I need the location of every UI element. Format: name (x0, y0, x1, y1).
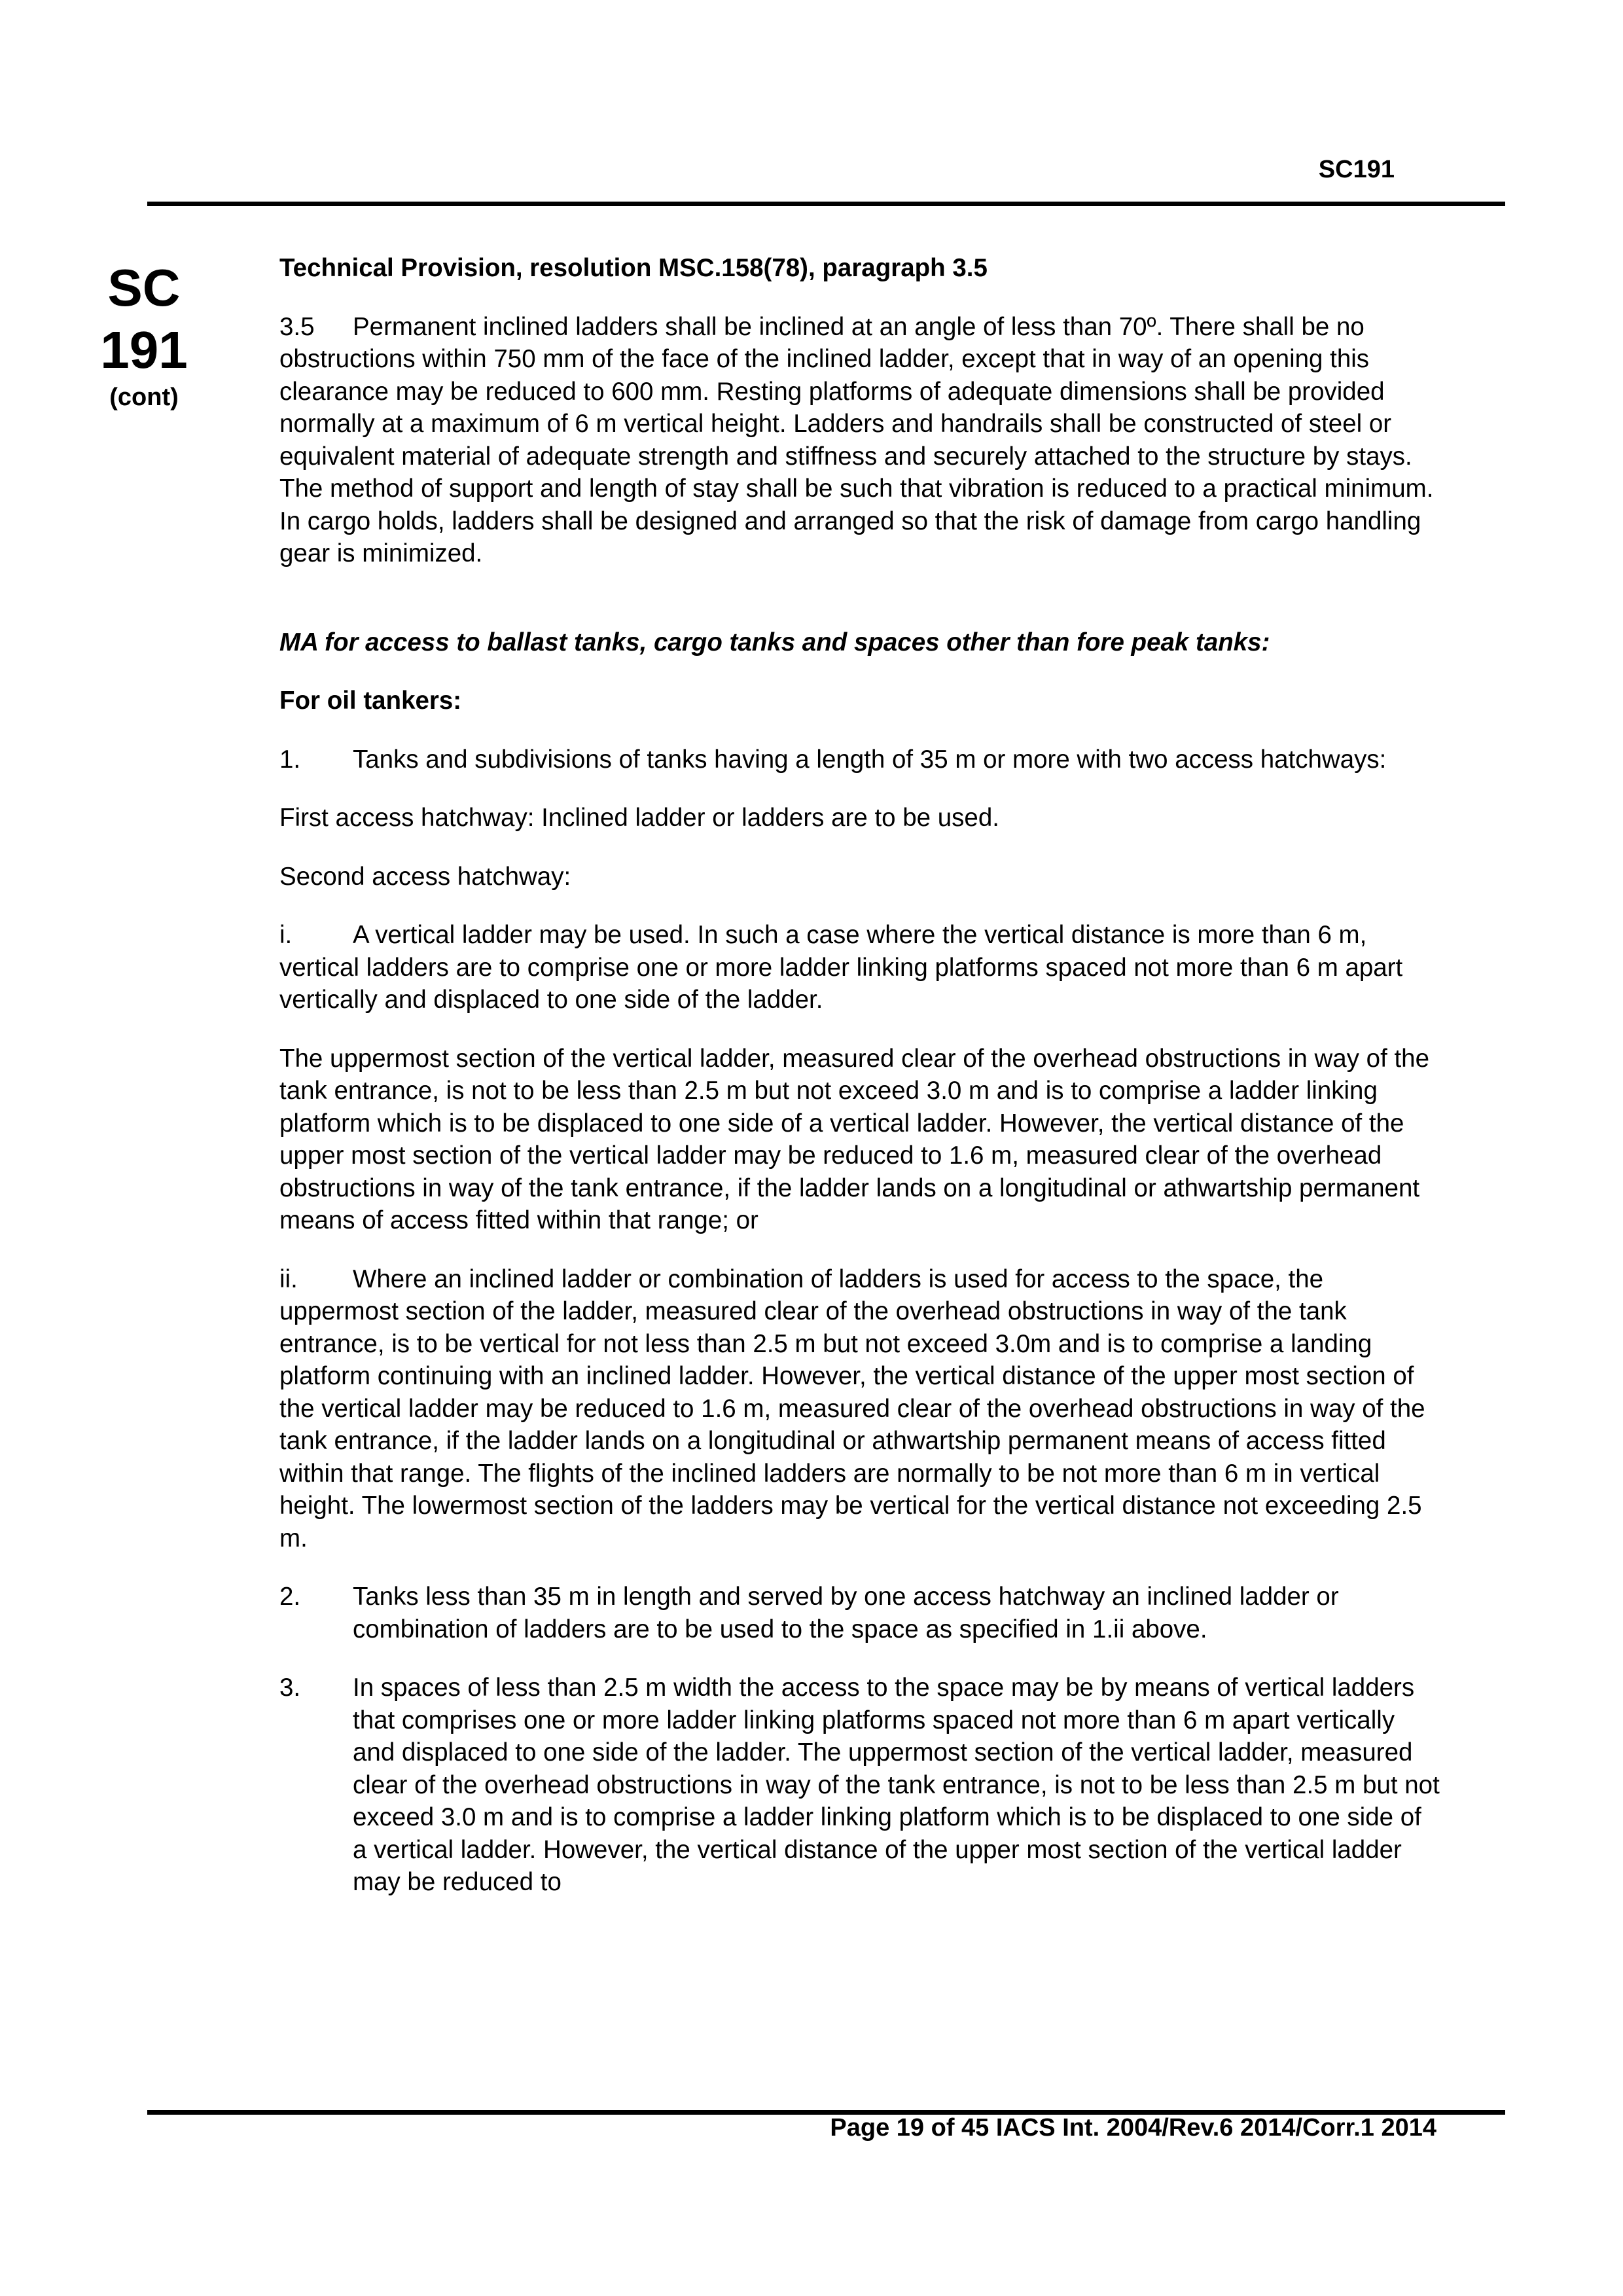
item-3-number: 3. (279, 1674, 301, 1702)
sub-item-ii-number: ii. (279, 1265, 298, 1293)
sub-item-ii-text: Where an inclined ladder or combination of ladders is used for access to the space, the uppermost section of the ladder, measured clear of the overhead obstructions in way of the tank entrance, is to be vertical for not less than 2.5 m but not exceed 3.0m and is to comprise a landing platform continuing with an inclined ladder. However, the vertical distance of the upper most section of the vertical ladder may be reduced to 1.6 m, measured clear of the overhead obstructions in way of the tank entrance, if the ladder lands on a longitudinal or athwartship permanent means of access fitted within that range. The flights of the inclined ladders are normally to be not more than 6 m in vertical height. The lowermost section of the ladders may be vertical for the vertical distance not exceeding 2.5 m. (279, 1265, 1425, 1552)
sub-item-ii (279, 1263, 1441, 1555)
uppermost-section-paragraph: The uppermost section of the vertical ladder, measured clear of the overhead obstructions in way of the tank entrance, is not to be less than 2.5 m but not exceed 3.0 m and is to comprise a ladder linking platform which is to be displaced to one side of a vertical ladder. However, the vertical distance of the upper most section of the vertical ladder may be reduced to 1.6 m, measured clear of the overhead obstructions in way of the tank entrance, if the ladder lands on a longitudinal or athwartship permanent means of access fitted within that range; or (279, 1044, 1429, 1234)
margin-cont: (cont) (109, 384, 179, 411)
section-title: Technical Provision, resolution MSC.158(78), paragraph 3.5 (279, 254, 988, 282)
sub-item-i (279, 919, 1441, 1016)
item-3-text: In spaces of less than 2.5 m width the access to the space may be by means of vertical ladders that comprises one or more ladder linking platforms spaced not more than 6 m apart vertically and displaced to one side of the ladder. The uppermost section of the vertical ladder, measured clear of the overhead obstructions in way of the tank entrance, is not to be less than 2.5 m but not exceed 3.0 m and is to comprise a ladder linking platform which is to be displaced to one side of a vertical ladder. However, the vertical distance of the upper most section of the vertical ladder may be reduced to (353, 1674, 1440, 1896)
item-2-text: Tanks less than 35 m in length and served by one access hatchway an inclined ladder or combination of ladders are to be used to the space as specified in 1.ii above. (353, 1583, 1339, 1643)
oil-tankers-heading: For oil tankers: (279, 687, 462, 715)
sub-item-i-number: i. (279, 921, 293, 949)
paragraph-3-5 (279, 311, 1441, 570)
margin-label (98, 259, 190, 412)
item-1-number: 1. (279, 745, 301, 774)
second-access-hatchway: Second access hatchway: (279, 862, 571, 891)
ma-heading: MA for access to ballast tanks, cargo tanks and spaces other than fore peak tanks: (279, 628, 1270, 656)
sub-item-i-text: A vertical ladder may be used. In such a case where the vertical distance is more than 6 m, vertical ladders are to comprise one or more ladder linking platforms spaced not more than 6 m apart vertically and displaced to one side of the ladder. (279, 921, 1403, 1014)
margin-number: 191 (100, 321, 188, 379)
item-1 (279, 744, 1441, 776)
header-code: SC191 (1318, 156, 1395, 183)
footer-text: Page 19 of 45 IACS Int. 2004/Rev.6 2014/Corr.1 2014 (830, 2114, 1436, 2142)
document-body (279, 252, 1441, 1899)
item-2 (279, 1581, 1441, 1645)
item-3 (279, 1672, 1441, 1899)
item-2-number: 2. (279, 1583, 301, 1611)
header-rule (147, 202, 1505, 206)
paragraph-number: 3.5 (279, 312, 315, 341)
item-1-text: Tanks and subdivisions of tanks having a length of 35 m or more with two access hatchways: (353, 745, 1387, 774)
first-access-hatchway: First access hatchway: Inclined ladder or ladders are to be used. (279, 804, 999, 832)
paragraph-text: Permanent inclined ladders shall be inclined at an angle of less than 70º. There shall be no obstructions within 750 mm of the face of the inclined ladder, except that in way of an opening this clearance may be reduced to 600 mm. Resting platforms of adequate dimensions shall be provided normally at a maximum of 6 m vertical height. Ladders and handrails shall be constructed of steel or equivalent material of adequate strength and stiffness and securely attached to the structure by stays. The method of support and length of stay shall be such that vibration is reduced to a practical minimum. In cargo holds, ladders shall be designed and arranged so that the risk of damage from cargo handling gear is minimized. (279, 312, 1434, 567)
margin-sc: SC (107, 259, 181, 317)
